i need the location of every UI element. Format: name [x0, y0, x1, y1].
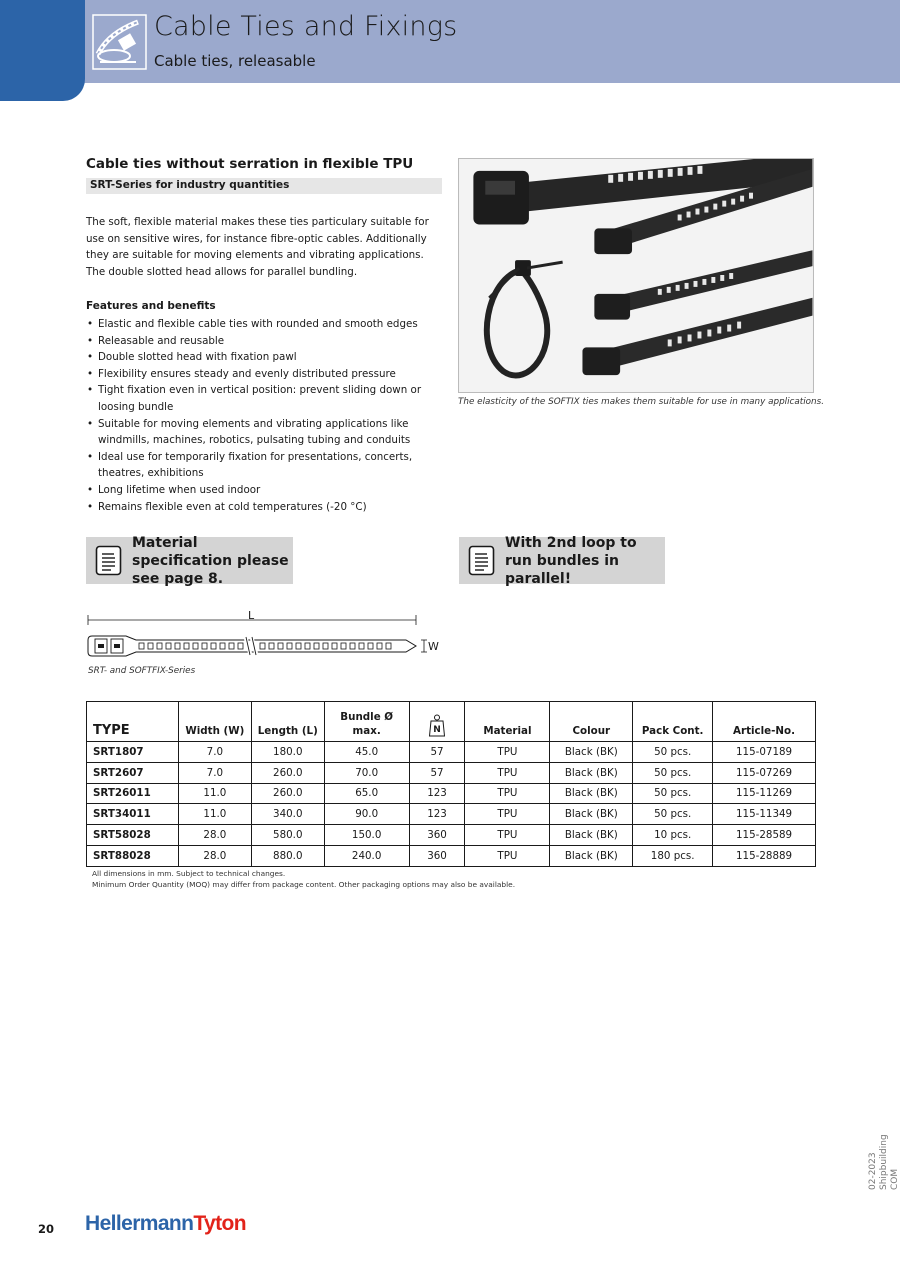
- cell-colour: Black (BK): [550, 742, 633, 763]
- cell-type: SRT1807: [87, 742, 179, 763]
- cell-type: SRT58028: [87, 825, 179, 846]
- feature-item: • Flexibility ensures steady and evenly distributed pressure: [86, 366, 446, 383]
- table-row: [87, 845, 816, 866]
- header-blue-tab: [0, 0, 85, 101]
- cell-article: 115-28889: [713, 845, 816, 866]
- table-row: [87, 825, 816, 846]
- cable-tie-category-icon: [92, 14, 147, 70]
- brand-logo-part2: Tyton: [193, 1212, 246, 1235]
- section-subtitle: SRT-Series for industry quantities: [86, 178, 442, 194]
- col-header-bundle: Bundle Ø max.: [324, 702, 409, 742]
- diagram-caption: SRT- and SOFTFIX-Series: [88, 666, 196, 676]
- cell-tensile: 123: [409, 783, 465, 804]
- feature-item: • Tight fixation even in vertical position: prevent sliding down or loosing bundle: [86, 382, 446, 415]
- table-row: [87, 783, 816, 804]
- document-icon: [95, 545, 122, 576]
- cell-width: 11.0: [178, 804, 251, 825]
- edition-side-note: [868, 1134, 900, 1190]
- col-header-tensile: [409, 702, 465, 742]
- tensile-strength-weight-icon: [428, 714, 446, 738]
- cell-type: SRT2607: [87, 762, 179, 783]
- cell-material: TPU: [465, 825, 550, 846]
- cell-tensile: 123: [409, 804, 465, 825]
- material-spec-note: [86, 534, 293, 587]
- table-row: [87, 742, 816, 763]
- cell-length: 340.0: [251, 804, 324, 825]
- cell-pack: 50 pcs.: [633, 742, 713, 763]
- cell-pack: 180 pcs.: [633, 845, 713, 866]
- cell-material: TPU: [465, 804, 550, 825]
- cell-length: 880.0: [251, 845, 324, 866]
- photo-caption: The elasticity of the SOFTIX ties makes them suitable for use in many applications.: [458, 397, 825, 407]
- cell-length: 180.0: [251, 742, 324, 763]
- cell-tensile: 57: [409, 742, 465, 763]
- feature-item: • Suitable for moving elements and vibrating applications like windmills, machines, robotics, pulsating tubing and conduits: [86, 416, 446, 449]
- cell-article: 115-28589: [713, 825, 816, 846]
- brand-logo: [85, 1212, 246, 1236]
- cell-length: 580.0: [251, 825, 324, 846]
- section-title: Cable ties without serration in flexible TPU: [86, 156, 414, 172]
- cell-bundle: 70.0: [324, 762, 409, 783]
- cell-article: 115-11269: [713, 783, 816, 804]
- cell-colour: Black (BK): [550, 783, 633, 804]
- cable-ties-illustration: [459, 159, 813, 392]
- cell-colour: Black (BK): [550, 762, 633, 783]
- cell-pack: 50 pcs.: [633, 804, 713, 825]
- cell-material: TPU: [465, 783, 550, 804]
- document-icon: [468, 545, 495, 576]
- cell-width: 28.0: [178, 825, 251, 846]
- col-header-type: TYPE: [87, 702, 179, 742]
- second-loop-note: [459, 534, 665, 587]
- cell-width: 11.0: [178, 783, 251, 804]
- intro-paragraph: The soft, flexible material makes these ties particulary suitable for use on sensitive wires, for instance fibre-optic cables. Additionally they are suitable for moving elements and vibrating applications. The double slotted head allows for parallel bundling.: [86, 216, 429, 278]
- cell-bundle: 65.0: [324, 783, 409, 804]
- page-subtitle: Cable ties, releasable: [154, 52, 316, 70]
- cell-material: TPU: [465, 762, 550, 783]
- col-header-colour: Colour: [550, 702, 633, 742]
- cell-bundle: 90.0: [324, 804, 409, 825]
- cell-article: 115-07189: [713, 742, 816, 763]
- cell-tensile: 360: [409, 845, 465, 866]
- product-photo: [458, 158, 814, 393]
- table-footnotes: [92, 869, 515, 890]
- table-row: [87, 762, 816, 783]
- cell-colour: Black (BK): [550, 825, 633, 846]
- brand-logo-part1: Hellermann: [85, 1212, 194, 1235]
- cell-tensile: 57: [409, 762, 465, 783]
- tensile-icon-label: N: [433, 725, 441, 735]
- feature-item: • Remains flexible even at cold temperatures (-20 °C): [86, 499, 446, 516]
- feature-item: • Ideal use for temporarily fixation for presentations, concerts, theatres, exhibitions: [86, 449, 446, 482]
- cell-length: 260.0: [251, 762, 324, 783]
- col-header-pack: Pack Cont.: [633, 702, 713, 742]
- cable-tie-dimension-drawing: [86, 606, 446, 662]
- cell-width: 28.0: [178, 845, 251, 866]
- col-header-length: Length (L): [251, 702, 324, 742]
- col-header-material: Material: [465, 702, 550, 742]
- cell-colour: Black (BK): [550, 845, 633, 866]
- cell-bundle: 150.0: [324, 825, 409, 846]
- cell-type: SRT34011: [87, 804, 179, 825]
- page-title: Cable Ties and Fixings: [154, 11, 458, 42]
- feature-item: • Releasable and reusable: [86, 333, 446, 350]
- table-header-row: [87, 702, 816, 742]
- cell-material: TPU: [465, 845, 550, 866]
- footnote-line: All dimensions in mm. Subject to technical changes.: [92, 869, 286, 878]
- length-label: L: [248, 609, 255, 622]
- cell-bundle: 45.0: [324, 742, 409, 763]
- cell-pack: 50 pcs.: [633, 762, 713, 783]
- cell-type: SRT26011: [87, 783, 179, 804]
- second-loop-text: With 2nd loop to run bundles in parallel!: [505, 534, 637, 587]
- product-spec-table: [86, 701, 816, 867]
- features-list: [86, 316, 446, 515]
- cell-material: TPU: [465, 742, 550, 763]
- cell-width: 7.0: [178, 742, 251, 763]
- cell-bundle: 240.0: [324, 845, 409, 866]
- table-row: [87, 804, 816, 825]
- material-spec-text: Material specification please see page 8.: [132, 534, 289, 587]
- feature-item: • Elastic and flexible cable ties with rounded and smooth edges: [86, 316, 446, 333]
- width-label: W: [428, 640, 439, 653]
- cell-width: 7.0: [178, 762, 251, 783]
- page-number: 20: [38, 1222, 55, 1236]
- cell-type: SRT88028: [87, 845, 179, 866]
- cell-pack: 50 pcs.: [633, 783, 713, 804]
- cell-article: 115-07269: [713, 762, 816, 783]
- edition-date: 02-2023: [868, 1152, 878, 1190]
- cell-length: 260.0: [251, 783, 324, 804]
- cell-colour: Black (BK): [550, 804, 633, 825]
- features-heading: Features and benefits: [86, 300, 216, 312]
- cell-article: 115-11349: [713, 804, 816, 825]
- footnote-line: Minimum Order Quantity (MOQ) may differ from package content. Other packaging options may also be available.: [92, 879, 516, 889]
- cell-tensile: 360: [409, 825, 465, 846]
- cell-pack: 10 pcs.: [633, 825, 713, 846]
- col-header-article: Article-No.: [713, 702, 816, 742]
- feature-item: • Double slotted head with fixation pawl: [86, 349, 446, 366]
- edition-catalog: Shipbuilding COM: [879, 1134, 900, 1190]
- col-header-width: Width (W): [178, 702, 251, 742]
- feature-item: • Long lifetime when used indoor: [86, 482, 446, 499]
